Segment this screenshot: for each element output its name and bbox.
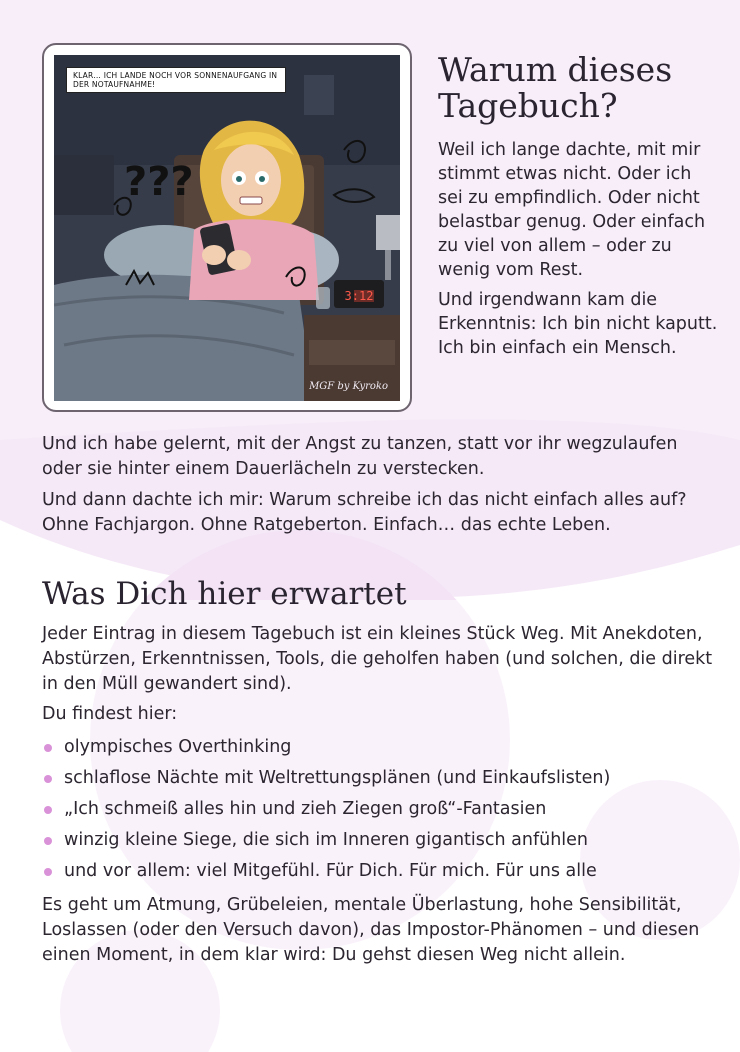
list-intro: Du findest hier: xyxy=(42,704,178,724)
bullet-dot-icon xyxy=(44,837,52,845)
feature-list xyxy=(42,732,722,887)
list-item-text: olympisches Overthinking xyxy=(64,737,292,757)
section-title-expect: Was Dich hier erwartet xyxy=(42,576,407,612)
list-item xyxy=(42,732,722,763)
bullet-dot-icon xyxy=(44,868,52,876)
intro-paragraph: Weil ich lange dachte, mit mir stimmt etwas nicht. Oder ich sei zu empfindlich. Oder nicht belastbar genug. Oder einfach zu viel von allem – oder zu wenig vom Rest. xyxy=(438,140,706,280)
intro-text xyxy=(438,138,718,366)
closing-paragraph: Es geht um Atmung, Grübeleien, mentale Überlastung, hohe Sensibilität, Loslassen (oder den Versuch davon), das Impostor-Phänomen – und diesen einen Moment, in dem klar wird: Du gehst diesen Weg nicht allein. xyxy=(42,895,700,965)
alarm-clock-display: 3:12 xyxy=(344,289,374,303)
section-title-why xyxy=(438,52,728,124)
list-item xyxy=(42,763,722,794)
bullet-dot-icon xyxy=(44,806,52,814)
list-item xyxy=(42,825,722,856)
body-paragraph: Und ich habe gelernt, mit der Angst zu tanzen, statt vor ihr wegzulaufen oder sie hinter einem Dauerlächeln zu verstecken. xyxy=(42,434,678,479)
intro-paragraph: Und irgendwann kam die Erkenntnis: Ich bin nicht kaputt. Ich bin einfach ein Mensch. xyxy=(438,290,718,358)
title-line-1: Warum dieses xyxy=(438,50,673,89)
title-line-2: Tagebuch? xyxy=(438,86,618,125)
section2-body xyxy=(42,622,722,973)
bullet-dot-icon xyxy=(44,744,52,752)
comic-caption: KLAR… ICH LANDE NOCH VOR SONNENAUFGANG IN DER NOTAUFNAHME! xyxy=(66,67,286,93)
night-bed-illustration xyxy=(54,55,400,401)
artist-signature: MGF by Kyroko xyxy=(309,381,388,392)
list-item-text: winzig kleine Siege, die sich im Inneren gigantisch anfühlen xyxy=(64,830,589,850)
bullet-dot-icon xyxy=(44,775,52,783)
list-item-text: schlaflose Nächte mit Weltrettungsplänen (und Einkaufslisten) xyxy=(64,768,611,788)
body-paragraph: Jeder Eintrag in diesem Tagebuch ist ein kleines Stück Weg. Mit Anekdoten, Abstürzen, Erkenntnissen, Tools, die geholfen haben (und solchen, die direkt in den Müll gewandert sind). xyxy=(42,624,713,694)
question-marks: ??? xyxy=(124,159,194,205)
body-paragraph: Und dann dachte ich mir: Warum schreibe ich das nicht einfach alles auf? Ohne Fachjargon. Ohne Ratgeberton. Einfach… das echte Leben. xyxy=(42,490,687,535)
list-item xyxy=(42,794,722,825)
list-item-text: „Ich schmeiß alles hin und zieh Ziegen groß“-Fantasien xyxy=(64,799,547,819)
list-item xyxy=(42,856,722,887)
section1-body xyxy=(42,432,722,544)
comic-illustration xyxy=(42,43,412,412)
list-item-text: und vor allem: viel Mitgefühl. Für Dich. Für mich. Für uns alle xyxy=(64,861,597,881)
